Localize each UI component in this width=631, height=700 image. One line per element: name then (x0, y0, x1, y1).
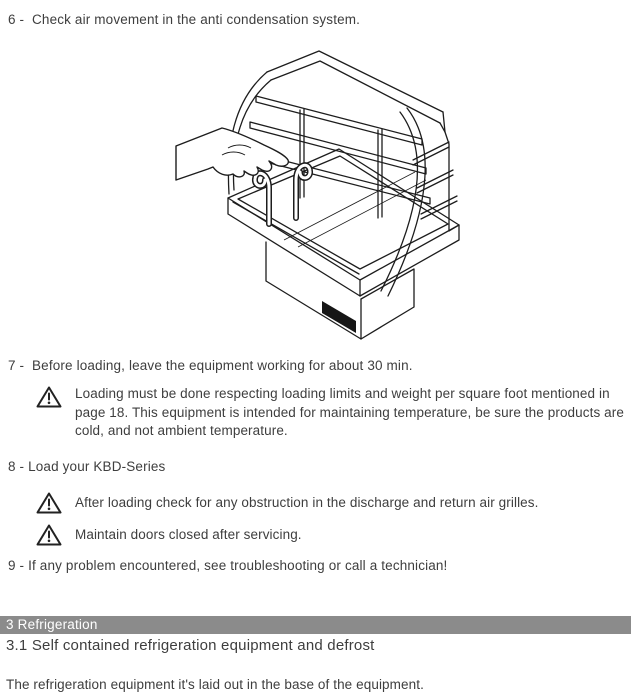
step-7-text: 7 - Before loading, leave the equipment working for about 30 min. (8, 358, 413, 373)
warning-note-air-grilles (36, 491, 627, 515)
subsection-title: 3.1 Self contained refrigeration equipment and defrost (6, 637, 375, 654)
step-6-text: 6 - Check air movement in the anti condensation system. (8, 12, 361, 27)
warning-icon (36, 523, 62, 547)
warning-note-loading-limits (36, 385, 627, 441)
step-8-text: 8 - Load your KBD-Series (8, 459, 166, 474)
display-case-illustration (172, 48, 492, 358)
warning-text: After loading check for any obstruction in the discharge and return air grilles. (75, 495, 539, 510)
shelf-post (300, 109, 304, 198)
body-paragraph: The refrigeration equipment it's laid out in the base of the equipment. (6, 677, 424, 692)
warning-text: Loading must be done respecting loading limits and weight per square foot mentioned in page 18. This equipment is intended for maintaining temperature, be sure the products are cold, and not ambient temperature. (75, 386, 624, 438)
vent-grille (322, 301, 356, 333)
hand-illustration (176, 128, 288, 180)
warning-note-doors-closed (36, 523, 627, 547)
section-header-bar (0, 616, 631, 634)
warning-text: Maintain doors closed after servicing. (75, 527, 302, 542)
warning-icon (36, 491, 62, 515)
warning-icon (36, 385, 62, 409)
display-case-drawing (172, 48, 492, 358)
section-title: 3 Refrigeration (6, 617, 98, 632)
step-9-text: 9 - If any problem encountered, see troubleshooting or call a technician! (8, 558, 448, 573)
